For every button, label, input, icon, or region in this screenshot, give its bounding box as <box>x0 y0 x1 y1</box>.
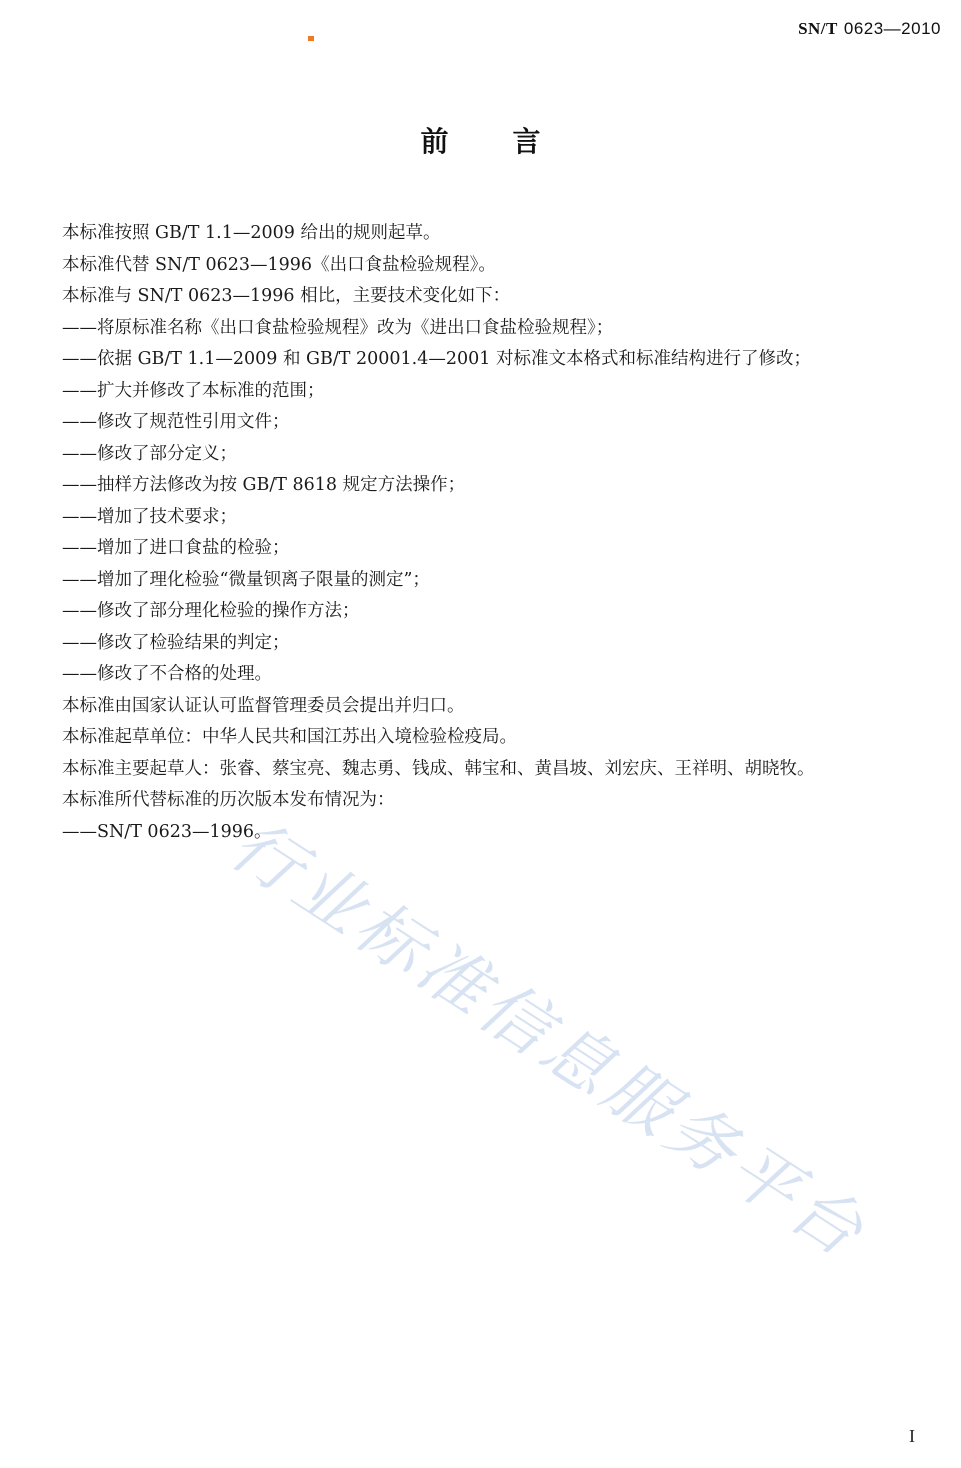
body-line: ——修改了检验结果的判定； <box>62 632 290 653</box>
body-line: 本标准代替 SN/T 0623—1996《出口食盐检验规程》。 <box>62 254 496 275</box>
body-line: 本标准主要起草人：张睿、蔡宝亮、魏志勇、钱成、韩宝和、黄昌坡、刘宏庆、王祥明、胡晓牧。 <box>62 758 815 779</box>
body-line: ——修改了不合格的处理。 <box>62 664 272 684</box>
standard-code-prefix: SN/T <box>798 19 838 38</box>
body-line: 本标准由国家认证认可监督管理委员会提出并归口。 <box>62 695 465 716</box>
body-line: 本标准按照 GB/T 1.1—2009 给出的规则起草。 <box>62 223 441 243</box>
body-line: ——增加了技术要求； <box>62 506 237 527</box>
body-line: ——增加了理化检验“微量钡离子限量的测定”； <box>62 569 430 590</box>
body-line: 本标准起草单位：中华人民共和国江苏出入境检验检疫局。 <box>62 727 517 747</box>
page-number: I <box>909 1426 915 1446</box>
body-line: ——修改了部分理化检验的操作方法； <box>62 601 360 621</box>
body-line: ——修改了规范性引用文件； <box>62 412 290 432</box>
page-title: 前言 <box>420 125 605 158</box>
body-text <box>62 218 922 848</box>
body-line: ——SN/T 0623—1996。 <box>62 821 272 842</box>
standard-code-number: 0623—2010 <box>843 19 941 38</box>
body-line: ——扩大并修改了本标准的范围； <box>62 380 325 401</box>
orange-mark <box>308 36 314 41</box>
body-line: 本标准所代替标准的历次版本发布情况为： <box>62 790 395 810</box>
body-line: ——增加了进口食盐的检验； <box>62 538 290 558</box>
body-line: ——抽样方法修改为按 GB/T 8618 规定方法操作； <box>62 475 466 495</box>
standard-code <box>798 19 941 39</box>
body-line: ——依据 GB/T 1.1—2009 和 GB/T 20001.4—2001 对标准文本格式和标准结构进行了修改； <box>62 349 811 369</box>
body-line: 本标准与 SN/T 0623—1996 相比，主要技术变化如下： <box>62 286 511 306</box>
watermark: 行业标准信息服务平台 <box>216 805 881 1275</box>
body-line: ——修改了部分定义； <box>62 443 237 464</box>
body-line: ——将原标准名称《出口食盐检验规程》改为《进出口食盐检验规程》； <box>62 317 614 338</box>
